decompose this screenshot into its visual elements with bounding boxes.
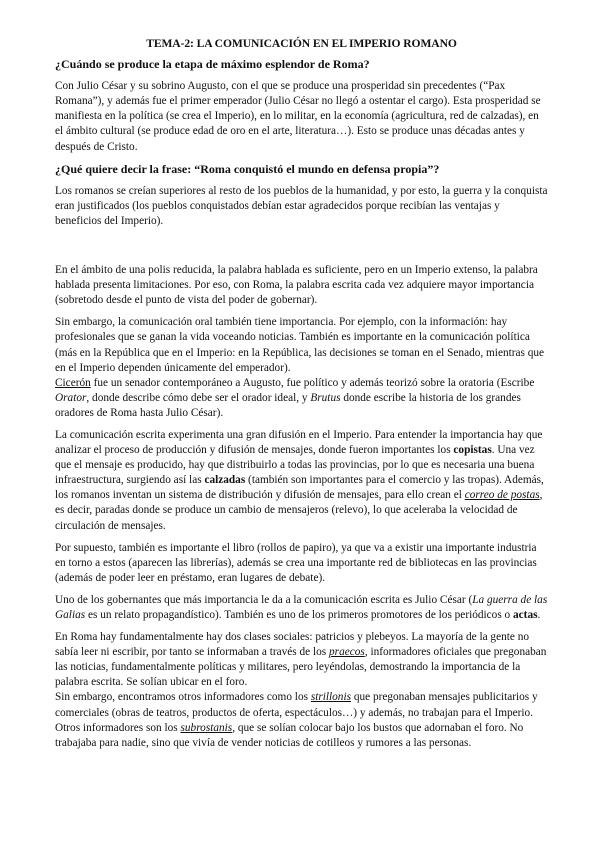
paragraph-clases-sociales: En Roma hay fundamentalmente hay dos clases sociales: patricios y plebeyos. La mayoría de la gente no sabía leer ni escribir, por tanto se informaban a través de los praecos, informadores oficiales que pregonaban las noticias, fundamentalmente políticas y militares, pero leyéndolas, demostrando la importancia de la palabra escrita. Se solían ubicar en el foro. <box>55 631 547 689</box>
paragraph-julio-cesar: Uno de los gobernantes que más importancia le da a la comunicación escrita es Julio César (La guerra de las Galias es un relato propagandístico). También es uno de los primeros promotores de los periódicos o actas. <box>55 593 548 621</box>
section-gap <box>55 236 548 263</box>
paragraph-comunicacion-oral: Sin embargo, la comunicación oral también tiene importancia. Por ejemplo, con la información: hay profesionales que se ganan la vida voceando noticias. También es importante en la comunicación política (más en la República que en el Imperio: en la República, las decisiones se toman en el Senado, mientras que en el Imperio dependen únicamente del emperador). <box>55 316 545 374</box>
correo-postas-term: correo de postas <box>464 489 540 502</box>
paragraph-ciceron: Cicerón fue un senador contemporáneo a Augusto, fue político y además teorizó sobre la oratoria (Escribe Orator, donde describe cómo debe ser el orador ideal, y Brutus donde escribe la historia de los grandes oradores de Roma hasta Julio César). <box>55 376 535 419</box>
orator-title: Orator <box>55 391 87 404</box>
paragraph-subrostanis: Otros informadores son los subrostanis, que se solían colocar bajo los bustos que adornaban el foro. No trabajaba para nadie, sino que vivía de vender noticias de cotilleos y rumores a las personas. <box>55 721 524 749</box>
guerra-galias-title: La guerra de las Galias <box>55 593 548 621</box>
paragraph-strillonis: Sin embargo, encontramos otros informadores como los strillonis que pregonaban mensajes publicitarios y comerciales (obras de teatros, productos de oferta, espectáculos…) y además, no trabajan para el Imperio. <box>55 691 538 719</box>
calzadas-term: calzadas <box>204 474 246 487</box>
paragraph-palabra-escrita: En el ámbito de una polis reducida, la palabra hablada es suficiente, pero en un Imperio extenso, la palabra hablada presenta limitaciones. Por eso, con Roma, la palabra escrita cada vez adquiere mayor importancia (sobretodo desde el punto de vista del poder de gobernar). <box>55 264 538 307</box>
paragraph-libro: Por supuesto, también es importante el libro (rollos de papiro), ya que va a existir una importante industria en torno a estos (aparecen las librerías), además se crea una importante red de bibliotecas en las provincias (además de poder leer en préstamo, eran lugares de debate). <box>55 541 537 584</box>
copistas-term: copistas <box>453 444 492 457</box>
paragraph-comunicacion-escrita: La comunicación escrita experimenta una gran difusión en el Imperio. Para entender la importancia hay que analizar el proceso de producción y difusión de mensajes, donde fueron importantes los copistas. Una vez que el mensaje es producido, hay que distribuirlo a todas las provincias, por lo que es necesaria una buena infraestructura, surgiendo así las calzadas (también son importantes para el comercio y las tropas). Además, los romanos inventan un sistema de distribución y difusión de mensajes, para ello crean el correo de postas, es decir, paradas donde se produce un cambio de mensajeros (relevo), lo que aceleraba la velocidad de circulación de mensajes. <box>55 428 544 532</box>
actas-term: actas <box>513 609 538 621</box>
strillonis-term: strillonis <box>310 691 351 704</box>
subrostanis-term: subrostanis <box>180 721 233 734</box>
paragraph-conquista: Los romanos se creían superiores al resto de los pueblos de la humanidad, y por esto, la guerra y la conquista eran justificados (los pueblos conquistados debían estar agradecidos porque recibían las ventajas y beneficios del Imperio). <box>55 184 548 227</box>
question-heading-1: ¿Cuándo se produce la etapa de máximo esplendor de Roma? <box>55 57 370 72</box>
ciceron-term: Cicerón <box>55 376 91 389</box>
praecos-term: praecos <box>329 646 365 659</box>
brutus-title: Brutus <box>310 391 341 404</box>
document-title: TEMA-2: LA COMUNICACIÓN EN EL IMPERIO ROMANO <box>146 37 457 50</box>
question-heading-2: ¿Qué quiere decir la frase: “Roma conquistó el mundo en defensa propia”? <box>55 161 440 176</box>
paragraph-esplendor: Con Julio César y su sobrino Augusto, con el que se produce una prosperidad sin precedentes (“Pax Romana”), y además fue el primer emperador (Julio César no llegó a ostentar el cargo). Esta prosperidad se manifiesta en la política (se crea el Imperio), en lo militar, en la economía (agricultura, red de calzadas), en el ámbito cultural (se produce edad de oro en el arte, literatura…). Esto se produce unas décadas antes y después de Cristo. <box>55 80 541 153</box>
